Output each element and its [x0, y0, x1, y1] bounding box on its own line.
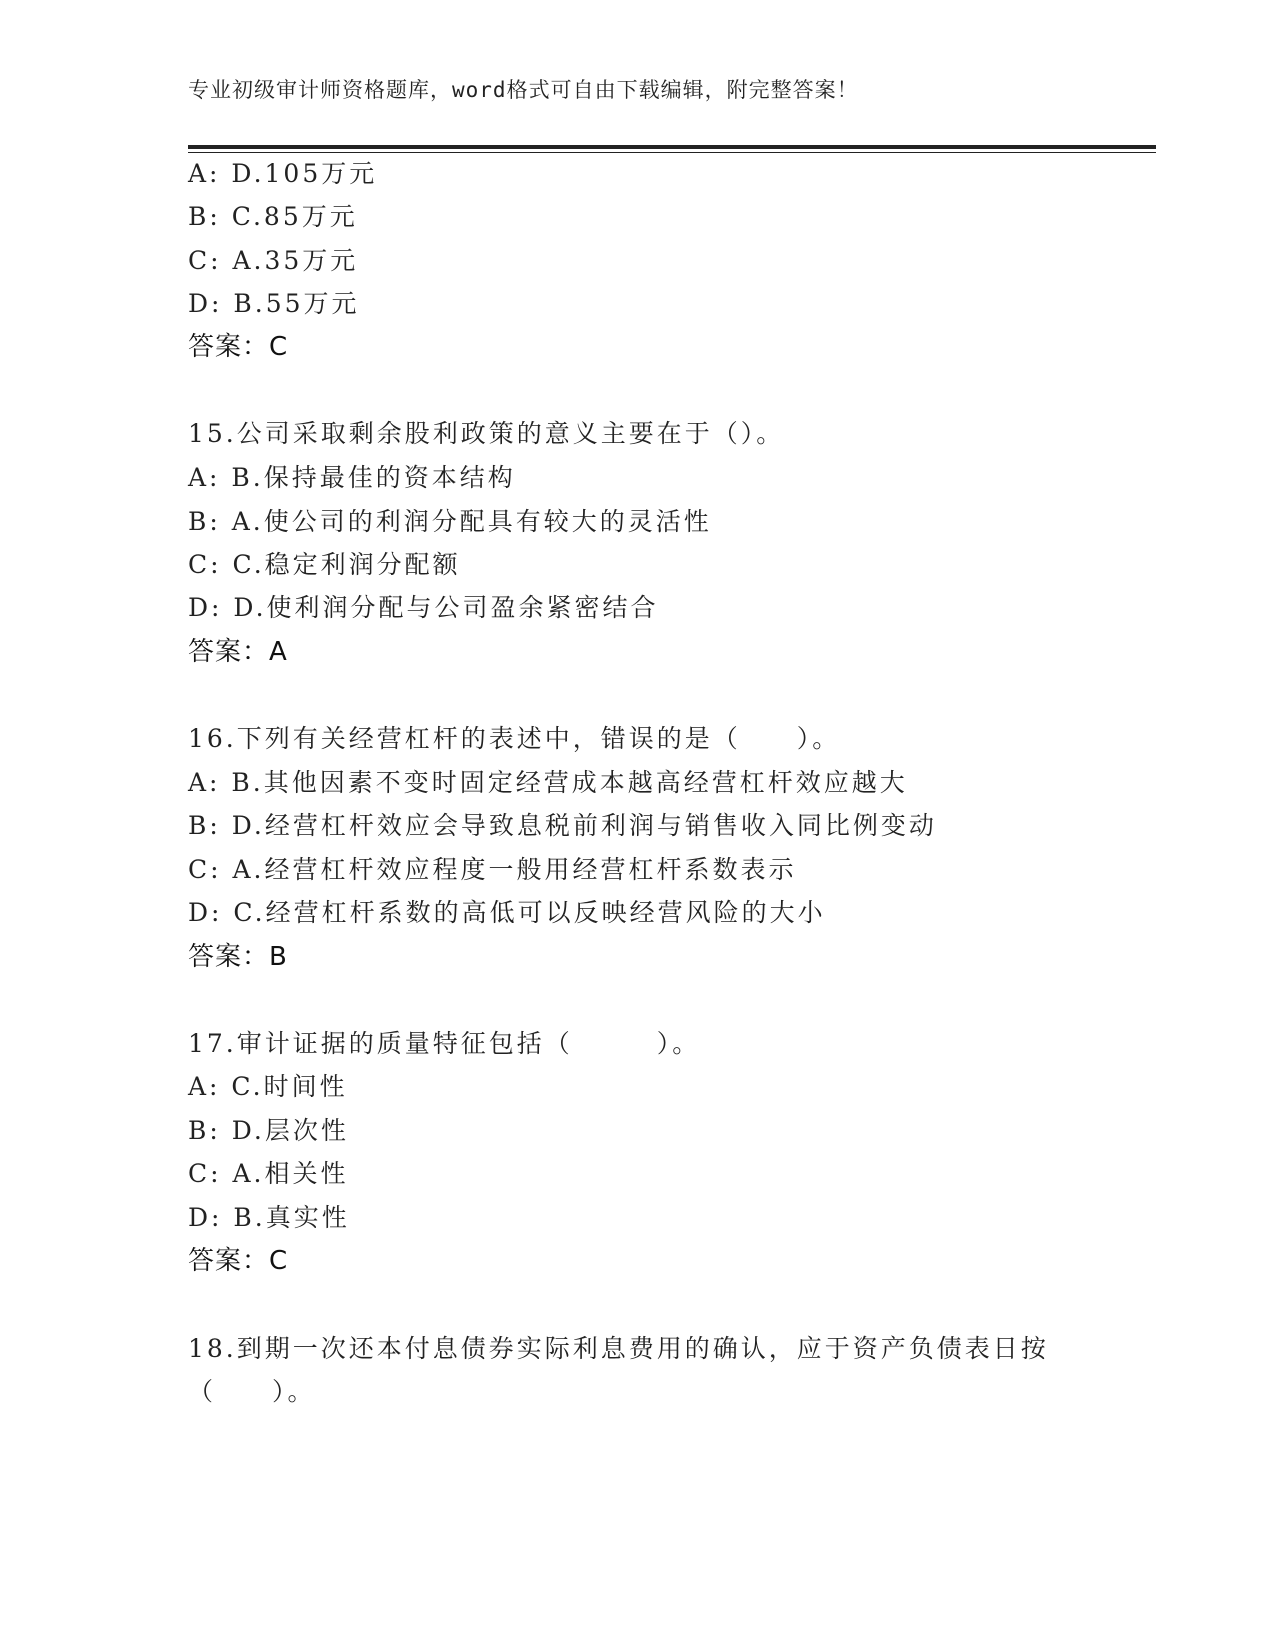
- page-header: 专业初级审计师资格题库，word格式可自由下载编辑，附完整答案！: [188, 78, 859, 102]
- option-c: C: A.经营杠杆效应程度一般用经营杠杆系数表示: [188, 855, 797, 884]
- option-c: C: A.35万元: [188, 246, 359, 275]
- question-stem: 18.到期一次还本付息债券实际利息费用的确认，应于资产负债表日按: [188, 1334, 1049, 1363]
- answer-line: 答案：B: [188, 942, 288, 972]
- option-d: D: B.真实性: [188, 1203, 350, 1232]
- question-stem: 15.公司采取剩余股利政策的意义主要在于（）。: [188, 419, 785, 448]
- option-b: B: D.层次性: [188, 1116, 349, 1145]
- option-b: B: A.使公司的利润分配具有较大的灵活性: [188, 507, 712, 536]
- answer-line: 答案：C: [188, 1246, 289, 1276]
- option-a: A: C.时间性: [188, 1072, 348, 1101]
- option-d: D: B.55万元: [188, 289, 360, 318]
- option-b: B: C.85万元: [188, 202, 358, 231]
- option-c: C: A.相关性: [188, 1159, 349, 1188]
- header-rule-thick: [188, 145, 1156, 149]
- answer-line: 答案：A: [188, 637, 288, 667]
- option-b: B: D.经营杠杆效应会导致息税前利润与销售收入同比例变动: [188, 811, 937, 840]
- question-stem: 17.审计证据的质量特征包括（ ）。: [188, 1029, 701, 1058]
- answer-line: 答案：C: [188, 332, 289, 362]
- question-stem: 16.下列有关经营杠杆的表述中，错误的是（ ）。: [188, 724, 841, 753]
- question-stem-continuation: （ ）。: [188, 1377, 316, 1406]
- header-rule-thin: [188, 152, 1156, 153]
- option-a: A: D.105万元: [188, 159, 378, 188]
- option-a: A: B.其他因素不变时固定经营成本越高经营杠杆效应越大: [188, 768, 908, 797]
- option-c: C: C.稳定利润分配额: [188, 550, 461, 579]
- option-d: D: C.经营杠杆系数的高低可以反映经营风险的大小: [188, 898, 826, 927]
- option-d: D: D.使利润分配与公司盈余紧密结合: [188, 593, 659, 622]
- option-a: A: B.保持最佳的资本结构: [188, 463, 516, 492]
